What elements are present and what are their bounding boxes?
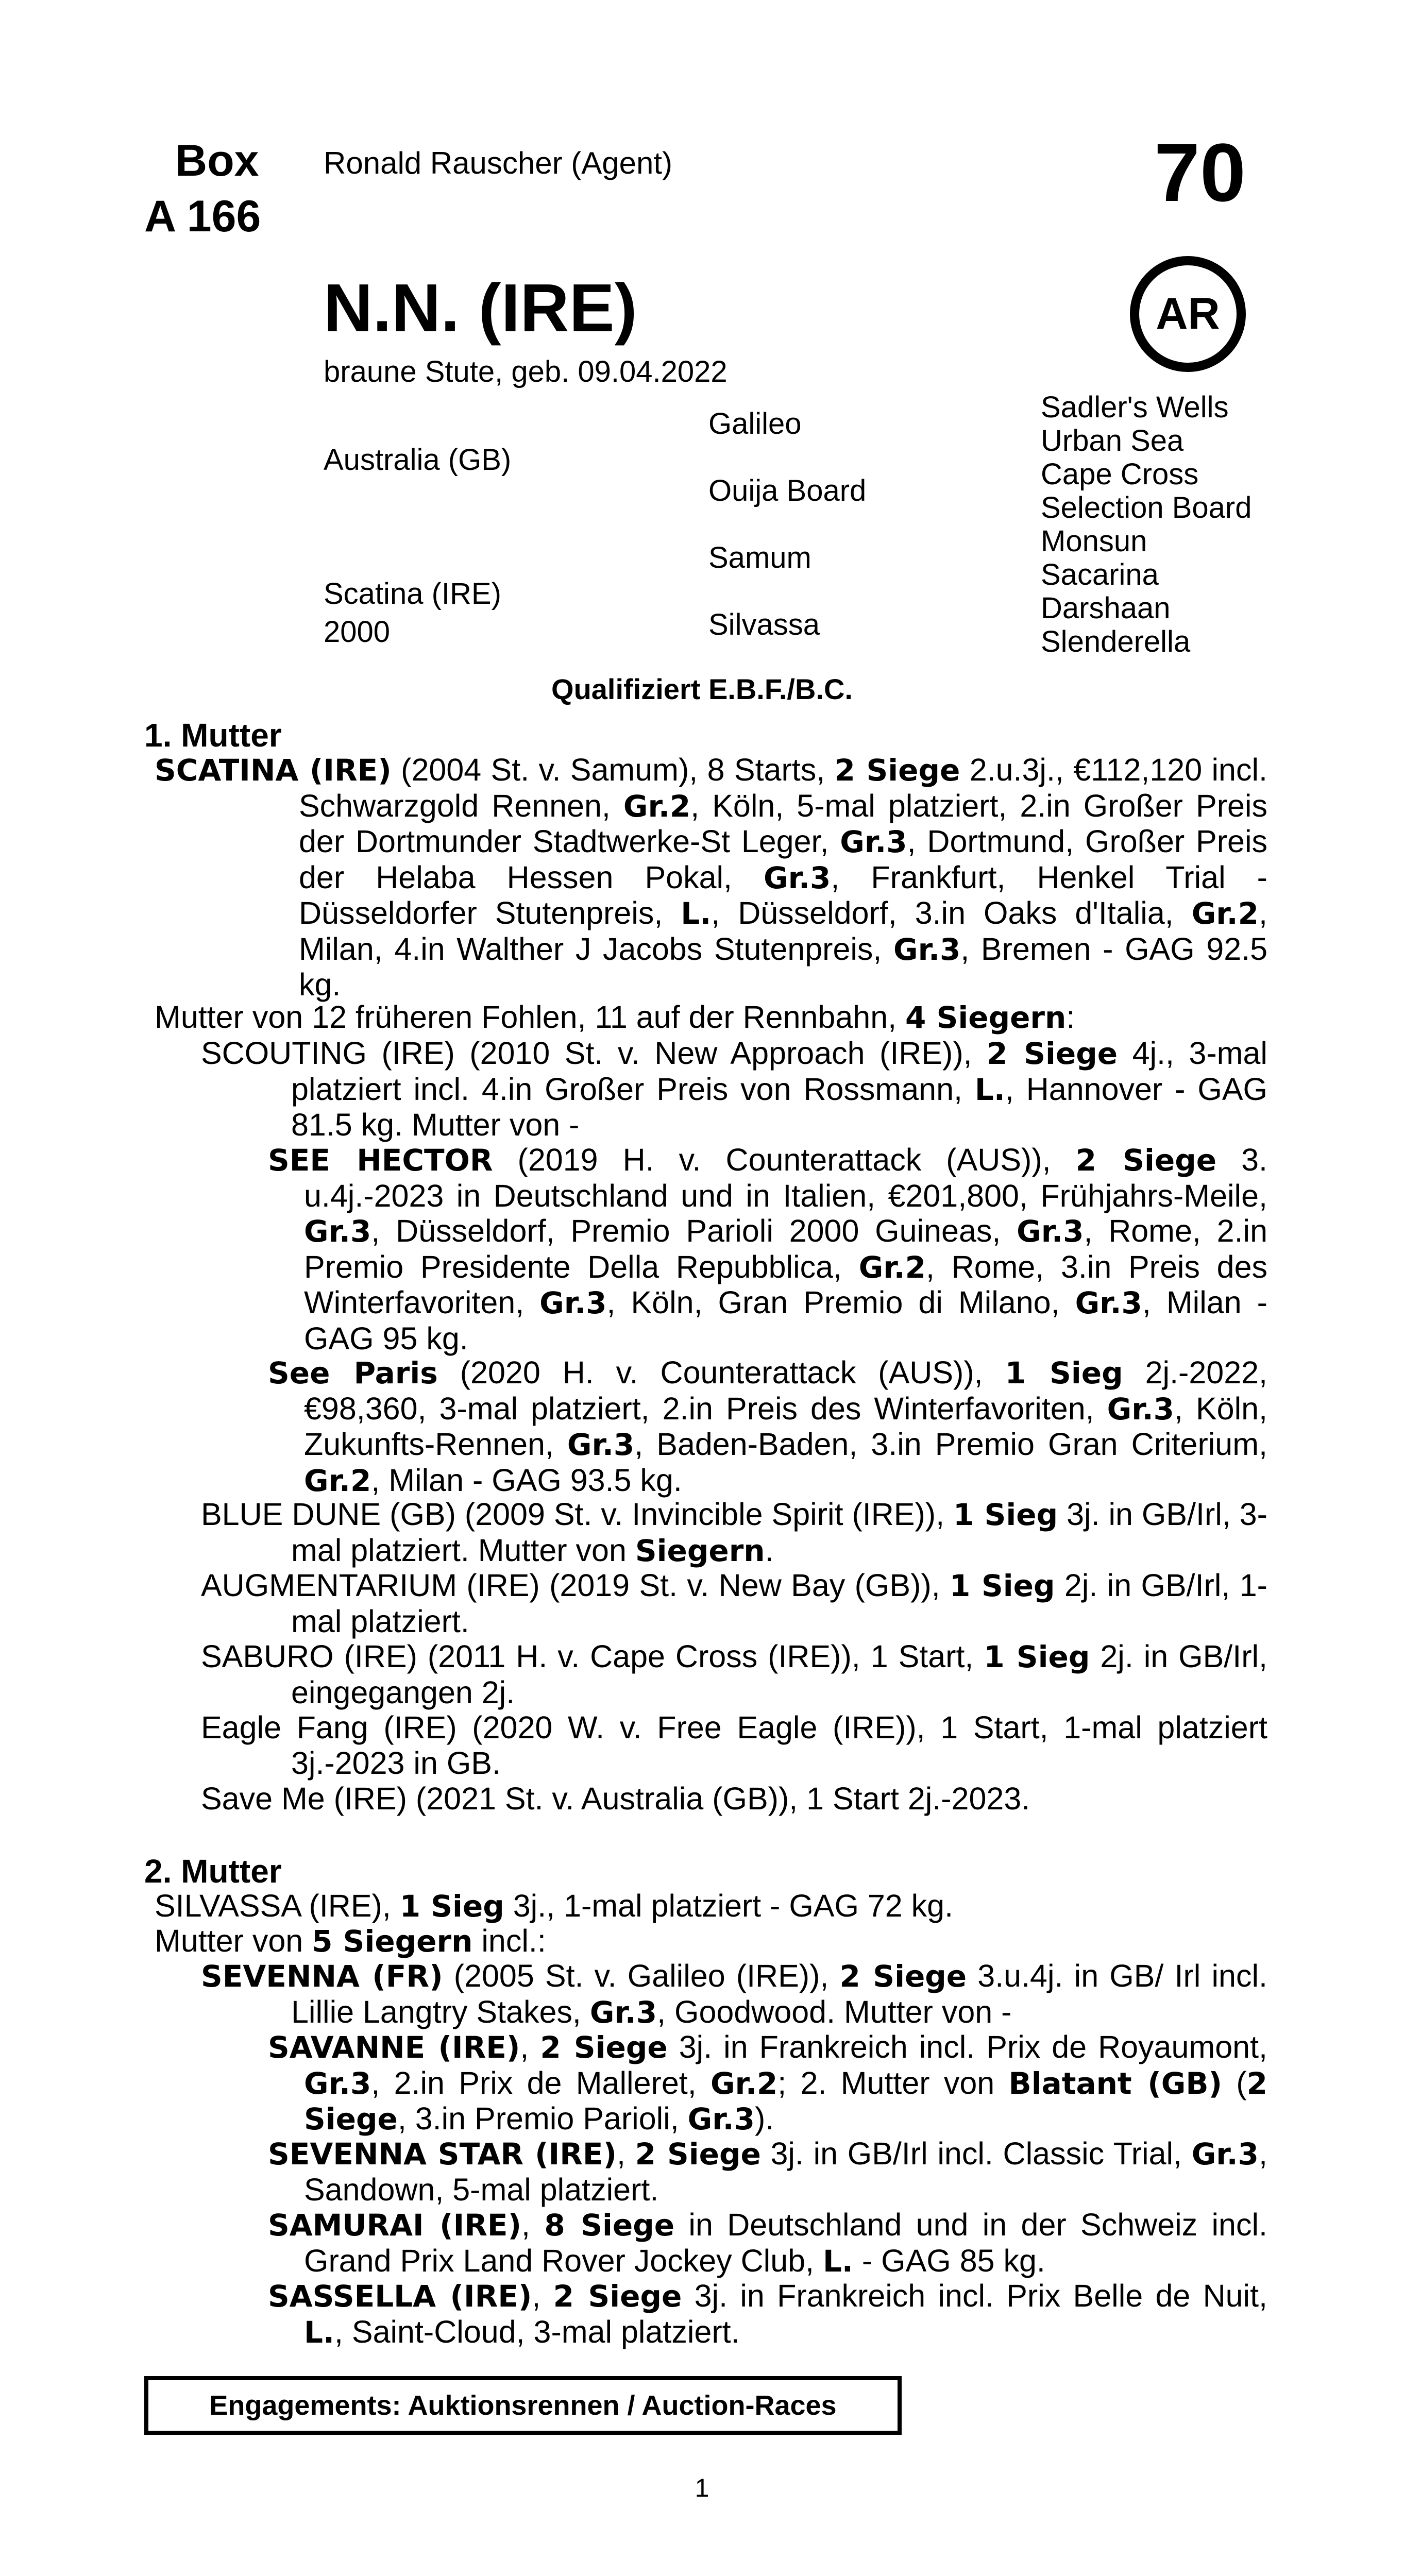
entry-horse-name: SCATINA (IRE) (155, 753, 392, 788)
produce-entry: SABURO (IRE) (2011 H. v. Cape Cross (IRE)), 1 Start, 1 Sieg 2j. in GB/Irl, eingegangen 2j. (201, 1639, 1268, 1710)
ar-badge-icon (1130, 256, 1246, 372)
entry-horse-name: SEVENNA (FR) (201, 1959, 443, 1994)
pedigree-grandparent: Samum (708, 541, 811, 574)
second-dam-title: 2. Mutter (144, 1853, 282, 1890)
pedigree-grandparent: Silvassa (708, 608, 820, 641)
produce-entry: See Paris (2020 H. v. Counterattack (AUS)), 1 Sieg 2j.-2022, €98,360, 3-mal platziert, 2.in Preis des Winterfavoriten, Gr.3, Köln, Zukunfts-Rennen, Gr.3, Baden-Baden, 3.in Premio Gran Criterium, Gr.2, Milan - GAG 93.5 kg. (268, 1355, 1267, 1498)
first-dam-title: 1. Mutter (144, 717, 282, 754)
pedigree-great-grandparent: Sadler's Wells (1041, 391, 1229, 424)
pedigree-great-grandparent: Sacarina (1041, 558, 1159, 591)
box-label: Box (175, 136, 259, 185)
pedigree-great-grandparent: Monsun (1041, 524, 1147, 558)
entry-horse-name: SEE HECTOR (268, 1143, 493, 1178)
engagements-label: Engagements: Auktionsrennen / Auction-Races (209, 2390, 837, 2421)
pedigree-great-grandparent: Slenderella (1041, 625, 1191, 658)
pedigree-great-grandparent: Darshaan (1041, 591, 1171, 625)
engagements-box (144, 2376, 902, 2435)
agent-name: Ronald Rauscher (Agent) (324, 146, 673, 180)
entry-horse-name: SAMURAI (IRE) (268, 2208, 522, 2243)
dam-entry: SCATINA (IRE) (2004 St. v. Samum), 8 Starts, 2 Siege 2.u.3j., €112,120 incl. Schwarzgold Rennen, Gr.2, Köln, 5-mal platziert, 2.in Großer Preis der Dortmunder Stadtwerke-St Leger, Gr.3, Dortmund, Großer Preis der Helaba Hessen Pokal, Gr.3, Frankfurt, Henkel Trial - Düsseldorfer Stutenpreis, L., Düsseldorf, 3.in Oaks d'Italia, Gr.2, Milan, 4.in Walther J Jacobs Stutenpreis, Gr.3, Bremen - GAG 92.5 kg. (155, 752, 1268, 1002)
horse-name: N.N. (IRE) (324, 270, 637, 346)
horse-description: braune Stute, geb. 09.04.2022 (324, 355, 728, 388)
lot-number: 70 (1154, 126, 1246, 218)
produce-entry: SEE HECTOR (2019 H. v. Counterattack (AUS)), 2 Siege 3. u.4j.-2023 in Deutschland und in Italien, €201,800, Frühjahrs-Meile, Gr.3, Düsseldorf, Premio Parioli 2000 Guineas, Gr.3, Rome, 2.in Premio Presidente Della Repubblica, Gr.2, Rome, 3.in Preis des Winterfavoriten, Gr.3, Köln, Gran Premio di Milano, Gr.3, Milan - GAG 95 kg. (268, 1142, 1267, 1356)
pedigree-dam: Scatina (IRE) (324, 577, 501, 611)
ar-badge-label: AR (1156, 289, 1220, 338)
produce-entry: AUGMENTARIUM (IRE) (2019 St. v. New Bay (GB)), 1 Sieg 2j. in GB/Irl, 1-mal platziert. (201, 1568, 1267, 1639)
produce-entry: SASSELLA (IRE), 2 Siege 3j. in Frankreich incl. Prix Belle de Nuit, L., Saint-Cloud, 3-mal platziert. (268, 2278, 1267, 2350)
produce-entry: SAVANNE (IRE), 2 Siege 3j. in Frankreich incl. Prix de Royaumont, Gr.3, 2.in Prix de Malleret, Gr.2; 2. Mutter von Blatant (GB) (2 Siege, 3.in Premio Parioli, Gr.3). (268, 2029, 1268, 2137)
entry-horse-name: SASSELLA (IRE) (268, 2279, 532, 2314)
entry-horse-name: SAVANNE (IRE) (268, 2030, 520, 2065)
produce-entry: SAMURAI (IRE), 8 Siege in Deutschland und in der Schweiz incl. Grand Prix Land Rover Jockey Club, L. - GAG 85 kg. (268, 2207, 1267, 2279)
entry-horse-name: See Paris (268, 1355, 438, 1391)
produce-entry: SEVENNA STAR (IRE), 2 Siege 3j. in GB/Irl incl. Classic Trial, Gr.3, Sandown, 5-mal platziert. (268, 2136, 1267, 2207)
pedigree-great-grandparent: Urban Sea (1041, 424, 1184, 457)
page-number: 1 (695, 2473, 709, 2502)
produce-entry: Save Me (IRE) (2021 St. v. Australia (GB)), 1 Start 2j.-2023. (201, 1781, 1030, 1816)
dam-entry: SILVASSA (IRE), 1 Sieg 3j., 1-mal platziert - GAG 72 kg. (155, 1888, 954, 1924)
pedigree-sire: Australia (GB) (324, 443, 512, 477)
pedigree-great-grandparent: Selection Board (1041, 491, 1252, 524)
produce-summary: Mutter von 12 früheren Fohlen, 11 auf der Rennbahn, 4 Siegern: (155, 999, 1075, 1035)
box-number: A 166 (144, 192, 261, 241)
produce-entry: SEVENNA (FR) (2005 St. v. Galileo (IRE)), 2 Siege 3.u.4j. in GB/ Irl incl. Lillie Langtry Stakes, Gr.3, Goodwood. Mutter von - (201, 1958, 1267, 2030)
produce-entry: SCOUTING (IRE) (2010 St. v. New Approach (IRE)), 2 Siege 4j., 3-mal platziert incl. 4.in Großer Preis von Rossmann, L., Hannover - GAG 81.5 kg. Mutter von - (201, 1036, 1267, 1142)
qualification-note: Qualifiziert E.B.F./B.C. (551, 673, 853, 705)
produce-entry: BLUE DUNE (GB) (2009 St. v. Invincible Spirit (IRE)), 1 Sieg 3j. in GB/Irl, 3-mal platziert. Mutter von Siegern. (201, 1497, 1267, 1568)
pedigree-grandparent: Galileo (708, 407, 802, 440)
produce-summary: Mutter von 5 Siegern incl.: (155, 1923, 546, 1959)
pedigree-great-grandparent: Cape Cross (1041, 457, 1199, 491)
pedigree-grandparent: Ouija Board (708, 474, 867, 507)
pedigree-dam-year: 2000 (324, 615, 391, 649)
produce-entry: Eagle Fang (IRE) (2020 W. v. Free Eagle (IRE)), 1 Start, 1-mal platziert 3j.-2023 in GB. (201, 1710, 1267, 1781)
entry-horse-name: SEVENNA STAR (IRE) (268, 2137, 617, 2172)
